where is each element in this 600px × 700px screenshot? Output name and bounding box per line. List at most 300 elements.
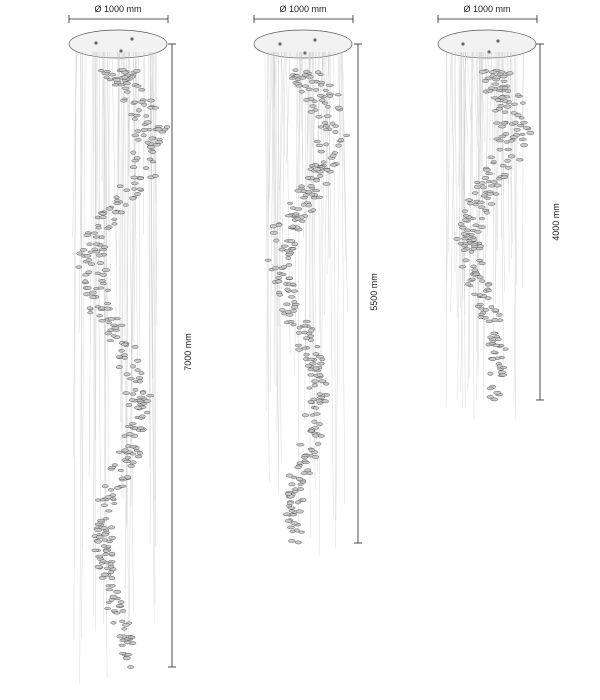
crystal-pendant (289, 510, 295, 513)
crystal-pendant (112, 464, 118, 467)
crystal-pendant (295, 217, 301, 220)
crystal-pendant (288, 296, 295, 299)
crystal-pendant (481, 195, 488, 197)
crystal-pendant (270, 225, 277, 229)
crystal-pendant (143, 166, 148, 169)
suspension-wire (473, 52, 477, 146)
canopy-mount-large-3 (119, 49, 122, 52)
crystal-pendant (325, 105, 330, 108)
crystal-pendant (478, 316, 483, 319)
crystal-pendant (100, 560, 106, 563)
crystal-pendant (139, 415, 145, 418)
fixture-medium (254, 4, 379, 556)
crystal-pendant (500, 164, 506, 167)
crystal-pendant (311, 209, 316, 212)
crystal-pendant (291, 522, 298, 526)
crystal-pendant (314, 179, 320, 182)
crystal-pendant (131, 151, 136, 154)
crystal-pendant (503, 100, 508, 103)
crystal-pendant (318, 434, 324, 437)
crystal-pendant (114, 199, 120, 202)
crystal-pendant (463, 259, 470, 262)
crystal-pendant (473, 203, 478, 206)
crystal-pendant (103, 550, 109, 553)
crystal-pendant (303, 194, 309, 197)
crystal-pendant (335, 94, 342, 96)
crystal-pendant (499, 374, 507, 377)
crystal-pendant (307, 358, 315, 360)
crystal-pendant (122, 628, 127, 631)
crystal-pendant (114, 196, 120, 199)
crystal-pendant (299, 185, 305, 188)
crystal-pendant (118, 324, 125, 327)
crystal-pendant (312, 455, 319, 458)
crystal-pendant (304, 98, 310, 101)
crystal-pendant (105, 332, 112, 335)
crystal-pendant (308, 374, 315, 377)
crystal-pendant (147, 394, 154, 397)
crystal-pendant (300, 76, 306, 79)
crystal-pendant (288, 539, 295, 542)
crystal-pendant (131, 176, 138, 179)
crystal-pendant (477, 303, 484, 306)
crystal-pendant (317, 373, 323, 376)
crystal-pendant (314, 88, 319, 91)
crystal-pendant (313, 168, 320, 172)
crystal-pendant (117, 635, 123, 639)
crystal-pendant (520, 133, 525, 135)
crystal-pendant (113, 329, 120, 331)
crystal-pendant (134, 359, 141, 362)
crystal-pendant (152, 107, 158, 110)
crystal-pendant (164, 125, 170, 128)
crystal-pendant (499, 96, 506, 99)
crystal-pendant (304, 70, 310, 73)
suspension-wire (265, 52, 269, 482)
crystal-pendant (497, 319, 503, 322)
crystal-pendant (139, 88, 145, 91)
crystal-pendant (108, 489, 114, 492)
crystal-pendant (286, 253, 293, 256)
crystal-pendant (479, 70, 486, 73)
crystal-pendant (483, 168, 490, 171)
crystal-pendant (322, 102, 328, 104)
crystal-pendant (108, 329, 114, 332)
crystal-pendant (491, 181, 498, 184)
crystal-pendant (508, 155, 515, 159)
crystal-pendant (454, 237, 461, 240)
crystal-pendant (520, 102, 525, 105)
crystal-pendant (488, 87, 495, 90)
crystal-pendant (141, 128, 147, 132)
crystal-pendant (312, 420, 318, 424)
crystal-pendant (92, 248, 98, 251)
crystal-pendant (99, 248, 107, 250)
crystal-pendant (122, 79, 127, 82)
crystal-pendant (286, 474, 293, 478)
crystal-pendant (317, 393, 322, 396)
crystal-pendant (471, 265, 477, 268)
crystal-pendant (106, 207, 113, 211)
canopy-mount-small-1 (461, 42, 464, 45)
crystal-pendant (312, 384, 318, 387)
crystal-pendant (459, 265, 466, 268)
crystal-pendant (109, 536, 116, 540)
crystal-pendant (322, 121, 328, 124)
crystal-pendant (117, 605, 124, 607)
crystal-pendant (76, 266, 82, 269)
crystal-pendant (141, 103, 146, 106)
crystal-pendant (141, 402, 148, 405)
suspension-wire (298, 52, 299, 529)
crystal-pendant (488, 185, 494, 188)
suspension-wire (282, 52, 286, 289)
crystal-pendant (478, 313, 484, 315)
crystal-pendant (104, 227, 110, 229)
crystal-pendant (283, 303, 290, 306)
crystal-pendant (104, 307, 110, 310)
suspension-wire (455, 52, 457, 319)
crystal-pendant (309, 362, 316, 365)
crystal-pendant (477, 259, 483, 262)
crystal-pendant (318, 84, 324, 86)
crystal-pendant (321, 161, 326, 164)
crystal-pendant (507, 72, 514, 76)
crystal-pendant (134, 406, 141, 409)
crystal-pendant (316, 355, 323, 358)
crystal-pendant (308, 184, 315, 188)
crystal-pendant (144, 121, 152, 125)
crystal-pendant (125, 425, 132, 427)
crystal-pendant (484, 197, 491, 199)
crystal-pendant (111, 324, 118, 326)
crystal-pendant (106, 546, 111, 549)
crystal-pendant (301, 203, 306, 206)
crystal-pendant (295, 501, 301, 504)
crystal-pendant (465, 199, 472, 202)
crystal-pendant (511, 103, 518, 106)
crystal-pendant (133, 69, 140, 73)
crystal-pendant (94, 528, 101, 531)
crystal-pendant (110, 584, 116, 587)
crystal-pendant (310, 414, 315, 417)
crystal-pendant (286, 277, 292, 280)
crystal-pendant (482, 176, 489, 180)
crystal-pendant (137, 188, 143, 191)
crystal-pendant (505, 148, 512, 151)
crystal-pendant (292, 242, 298, 245)
suspension-wire (119, 52, 121, 392)
crystal-pendant (495, 99, 501, 102)
crystal-pendant (323, 182, 331, 185)
crystal-pendant (324, 143, 329, 146)
crystal-pendant (105, 289, 110, 292)
crystal-pendant (106, 601, 111, 604)
crystal-pendant (123, 460, 130, 463)
crystal-pendant (95, 565, 103, 568)
crystal-pendant (323, 125, 329, 128)
crystal-pendant (136, 377, 143, 380)
crystal-pendant (520, 121, 527, 124)
crystal-pendant (122, 76, 128, 80)
crystal-pendant (132, 134, 139, 137)
crystal-pendant (108, 571, 113, 574)
crystal-pendant (482, 79, 488, 82)
crystal-pendant (281, 245, 288, 248)
crystal-pendant (316, 196, 323, 199)
suspension-wire (451, 52, 456, 311)
crystal-pendant (119, 644, 126, 647)
crystal-pendant (91, 232, 98, 235)
crystal-pendant (116, 355, 122, 358)
crystal-pendant (291, 305, 298, 308)
crystal-pendant (317, 396, 324, 399)
crystal-pendant (120, 99, 127, 102)
crystal-pendant (85, 231, 91, 233)
crystal-pendant (122, 623, 129, 626)
crystal-pendant (498, 104, 504, 107)
crystal-pendant (290, 283, 295, 285)
crystal-pendant (294, 74, 300, 77)
suspension-wire (121, 52, 123, 496)
crystal-pendant (135, 192, 141, 195)
crystal-pendant (497, 87, 503, 90)
crystal-pendant (88, 262, 95, 265)
fixture-large (69, 4, 193, 685)
crystal-pendant (98, 521, 105, 523)
crystal-pendant (293, 213, 299, 215)
crystal-pendant (97, 261, 104, 264)
crystal-pendant (108, 466, 115, 469)
crystal-pendant (463, 214, 468, 217)
crystal-pendant (471, 293, 478, 295)
crystal-pendant (486, 320, 493, 323)
crystal-pendant (109, 552, 115, 555)
crystal-pendant (138, 177, 144, 180)
crystal-pendant (100, 216, 107, 219)
crystal-pendant (306, 204, 312, 208)
crystal-pendant (484, 211, 489, 214)
crystal-pendant (137, 451, 143, 455)
crystal-pendant (465, 229, 471, 232)
crystal-pendant (493, 122, 500, 125)
crystal-pendant (290, 514, 297, 516)
height-dimension-large (168, 44, 193, 667)
crystal-pendant (308, 329, 314, 333)
crystal-pendant (486, 289, 492, 292)
crystal-pendant (119, 349, 125, 352)
crystal-pendant (465, 282, 470, 285)
crystal-pendant (300, 220, 306, 223)
crystal-pendant (501, 80, 507, 82)
crystal-pendant (296, 477, 302, 481)
height-dimension-small (536, 44, 561, 400)
crystal-pendant (496, 139, 503, 142)
crystal-pendant (317, 362, 324, 365)
crystal-pendant (477, 245, 483, 248)
crystal-pendant (296, 331, 301, 335)
crystal-pendant (290, 248, 296, 250)
canopy-mount-small-2 (496, 39, 499, 42)
crystal-pendant (488, 372, 493, 376)
crystal-pendant (145, 141, 150, 144)
crystal-pendant (315, 71, 321, 74)
crystal-pendant (311, 380, 319, 383)
crystal-pendant (292, 300, 297, 303)
crystal-pendant (471, 247, 477, 250)
crystal-pendant (301, 498, 306, 501)
canopy-mount-medium-1 (278, 42, 281, 45)
crystal-pendant (492, 83, 499, 86)
crystal-pendant (474, 181, 479, 184)
crystal-pendant (461, 233, 467, 236)
crystal-pendant (519, 138, 526, 141)
crystal-pendant (144, 411, 150, 414)
crystal-pendant (112, 218, 117, 221)
crystal-pendant (280, 273, 287, 276)
crystal-pendant (136, 109, 141, 113)
crystal-pendant (504, 105, 511, 109)
crystal-pendant (106, 588, 113, 590)
crystal-pendant (86, 258, 92, 262)
crystal-pendant (103, 553, 109, 556)
crystal-pendant (308, 400, 314, 404)
crystal-pendant (516, 94, 521, 96)
suspension-wires-small (446, 52, 524, 420)
crystal-pendant (119, 477, 125, 480)
crystal-pendant (123, 656, 131, 660)
crystal-pendant (100, 282, 106, 285)
crystal-pendant (100, 273, 107, 276)
crystal-pendant (302, 414, 308, 417)
crystal-pendant (134, 114, 141, 117)
crystal-pendant (88, 311, 94, 314)
crystal-pendant (129, 197, 136, 201)
crystal-pendant (473, 273, 481, 275)
crystal-pendant (128, 464, 135, 467)
crystal-pendant (85, 286, 92, 289)
crystal-pendant (322, 400, 329, 403)
crystal-pendant (130, 365, 135, 368)
crystal-pendant (462, 219, 468, 222)
crystal-pendant (99, 319, 106, 322)
crystal-pendant (293, 69, 299, 72)
crystal-pendant (108, 526, 115, 529)
crystal-pendant (485, 284, 491, 286)
crystal-pendant (312, 189, 319, 192)
crystal-pendant (93, 243, 100, 246)
crystal-pendant (100, 499, 106, 501)
crystal-pendant (112, 211, 119, 214)
crystal-pendant (90, 295, 96, 299)
crystal-pendant (279, 248, 286, 251)
suspension-wire (522, 52, 524, 125)
crystal-pendant (277, 293, 283, 296)
crystal-pendant (308, 335, 314, 338)
canopy-small (438, 30, 536, 58)
crystal-pendant (485, 172, 492, 174)
crystal-pendant (469, 250, 474, 253)
crystal-pendant (150, 150, 156, 153)
crystal-pendant (520, 143, 527, 147)
crystal-pendant (87, 307, 93, 310)
crystal-pendant (519, 117, 524, 120)
crystal-pendant (129, 422, 136, 424)
crystal-pendant (102, 268, 110, 271)
suspension-wires-large (73, 52, 157, 685)
crystal-pendant (139, 372, 144, 375)
crystal-pendant (122, 87, 130, 90)
crystal-pendant (105, 607, 111, 609)
crystal-pendant (333, 125, 339, 128)
crystal-pendant (479, 262, 486, 265)
crystal-pendant (282, 265, 287, 268)
crystal-pendant (481, 186, 487, 190)
crystal-pendant (309, 449, 315, 452)
crystal-pendant (132, 118, 137, 121)
crystal-pendant (103, 517, 109, 520)
crystal-pendant (498, 125, 506, 128)
crystal-pendant (287, 202, 292, 205)
crystal-pendant (292, 488, 298, 491)
crystal-pendant (498, 371, 505, 374)
crystal-pendant (505, 159, 511, 162)
crystal-pendant (297, 443, 305, 446)
crystal-pendant (107, 540, 113, 543)
crystal-pendant (483, 308, 489, 311)
crystal-pendant (140, 429, 145, 432)
crystal-pendant (490, 357, 496, 360)
crystal-pendant (313, 407, 319, 410)
crystal-pendant (147, 99, 154, 102)
crystal-pendant (462, 244, 468, 247)
crystal-pendant (137, 427, 144, 430)
crystal-pendant (302, 461, 309, 464)
crystal-pendant (295, 465, 302, 468)
crystal-pendant (315, 442, 321, 445)
crystal-pendant (300, 481, 306, 483)
crystal-pendant (302, 454, 309, 456)
crystal-pendant (302, 325, 308, 327)
crystal-pendant (122, 343, 128, 346)
crystal-pendant (309, 80, 314, 84)
crystal-pendant (265, 259, 271, 261)
suspension-wire (512, 52, 513, 170)
crystal-pendant (511, 112, 518, 115)
crystal-pendant (516, 158, 523, 161)
crystal-pendant (119, 485, 126, 487)
crystal-pendant (330, 154, 336, 158)
height-label-large: 7000 mm (183, 333, 193, 371)
crystal-pendant (298, 531, 304, 533)
crystal-pendant (335, 106, 342, 110)
crystal-pendant (123, 203, 128, 206)
suspension-wire (95, 52, 96, 215)
crystal-pendant (473, 224, 479, 227)
crystal-pendant (84, 254, 91, 257)
crystal-pendant (471, 243, 477, 246)
suspension-wire (302, 52, 304, 238)
crystal-pendant (114, 202, 121, 205)
crystal-pendant (493, 344, 499, 347)
crystal-pendant (83, 280, 88, 284)
crystal-pendant (290, 530, 295, 533)
crystal-pendant (501, 122, 508, 125)
crystal-pendant (129, 398, 135, 401)
crystal-pendant (330, 164, 337, 167)
crystal-pendant (96, 254, 102, 257)
crystal-pendant (497, 148, 503, 151)
